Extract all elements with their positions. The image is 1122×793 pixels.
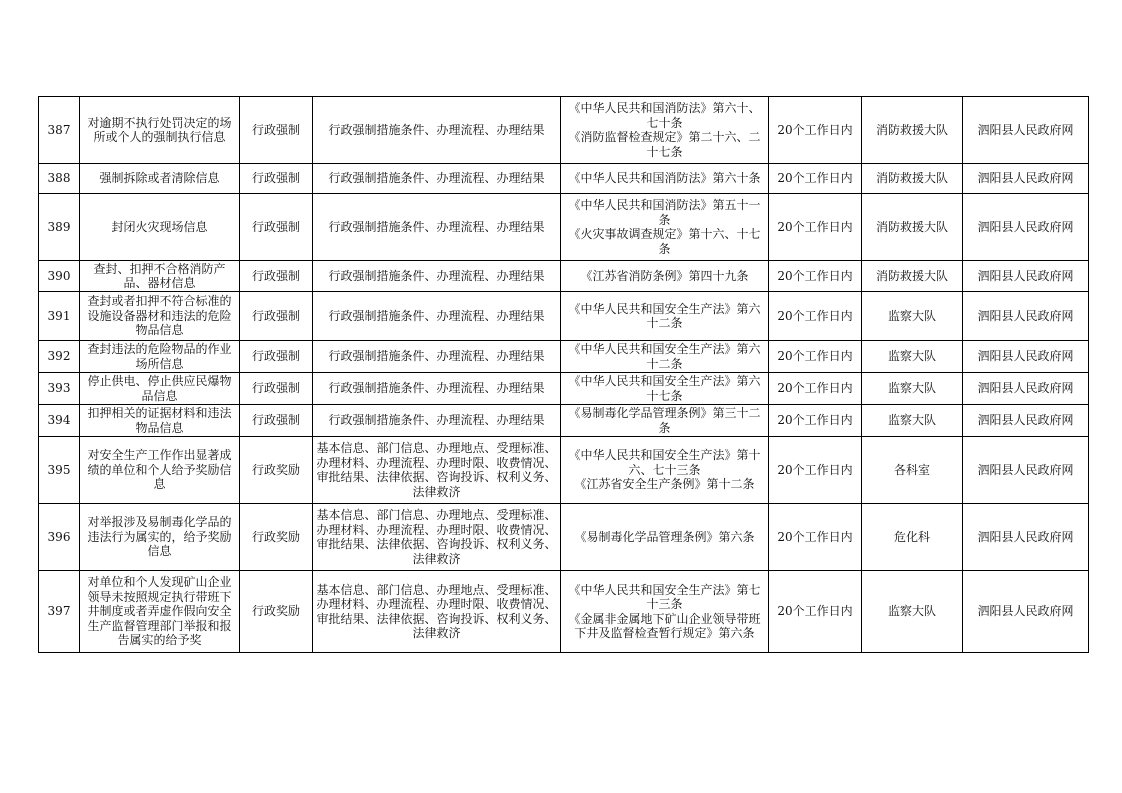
item-name: 查封违法的危险物品的作业场所信息: [80, 341, 240, 373]
time-limit: 20个工作日内: [769, 571, 862, 653]
publish-channel: 泗阳县人民政府网: [963, 373, 1089, 405]
responsible-unit: 各科室: [862, 437, 963, 504]
item-name: 对逾期不执行处罚决定的场所或个人的强制执行信息: [80, 97, 240, 164]
table-row: [39, 164, 1089, 194]
legal-basis-line: 《中华人民共和国消防法》第六十条: [568, 171, 761, 186]
responsible-unit: 监察大队: [862, 571, 963, 653]
publish-channel: 泗阳县人民政府网: [963, 571, 1089, 653]
responsible-unit: 消防救援大队: [862, 261, 963, 292]
responsible-unit: 消防救援大队: [862, 194, 963, 261]
item-category: 行政强制: [240, 292, 313, 341]
legal-basis: [561, 194, 769, 261]
table-row: [39, 194, 1089, 261]
table-row: [39, 292, 1089, 341]
item-name: 扣押相关的证据材料和违法物品信息: [80, 405, 240, 437]
disclosure-scope: [313, 292, 561, 341]
publish-channel: 泗阳县人民政府网: [963, 164, 1089, 194]
legal-basis-line: 《中华人民共和国消防法》第六十、七十条: [568, 101, 761, 130]
legal-basis-line: 《中华人民共和国安全生产法》第七十三条: [568, 582, 761, 611]
disclosure-scope: [313, 571, 561, 653]
item-category: 行政强制: [240, 194, 313, 261]
publish-channel: 泗阳县人民政府网: [963, 437, 1089, 504]
item-category: 行政强制: [240, 261, 313, 292]
row-number: 391: [39, 292, 80, 341]
item-category: 行政奖励: [240, 571, 313, 653]
legal-basis: [561, 97, 769, 164]
item-category: 行政强制: [240, 97, 313, 164]
disclosure-scope-line: 行政强制措施条件、办理流程、办理结果: [328, 268, 545, 283]
table-row: [39, 261, 1089, 292]
item-name: 对举报涉及易制毒化学品的违法行为属实的，给予奖励信息: [80, 504, 240, 571]
disclosure-scope-line: 行政强制措施条件、办理流程、办理结果: [328, 308, 545, 323]
responsible-unit: 消防救援大队: [862, 97, 963, 164]
disclosure-scope: [313, 405, 561, 437]
item-name: 查封、扣押不合格消防产品、器材信息: [80, 261, 240, 292]
disclosure-scope: [313, 437, 561, 504]
disclosure-scope-line: 行政强制措施条件、办理流程、办理结果: [328, 171, 545, 186]
time-limit: 20个工作日内: [769, 97, 862, 164]
time-limit: 20个工作日内: [769, 373, 862, 405]
disclosure-scope-line: 行政强制措施条件、办理流程、办理结果: [328, 413, 545, 428]
disclosure-table: [38, 96, 1089, 653]
table-row: [39, 504, 1089, 571]
row-number: 390: [39, 261, 80, 292]
legal-basis: [561, 571, 769, 653]
row-number: 387: [39, 97, 80, 164]
legal-basis-line: 《金属非金属地下矿山企业领导带班下井及监督检查暂行规定》第六条: [568, 611, 761, 640]
publish-channel: 泗阳县人民政府网: [963, 405, 1089, 437]
disclosure-scope: [313, 194, 561, 261]
responsible-unit: 监察大队: [862, 373, 963, 405]
table-row: [39, 405, 1089, 437]
legal-basis-line: 《中华人民共和国安全生产法》第六十二条: [568, 301, 761, 330]
disclosure-scope-line: 基本信息、部门信息、办理地点、受理标准、办理材料、办理流程、办理时限、收费情况、审批结果、法律依据、咨询投诉、权利义务、法律救济: [316, 508, 557, 566]
item-category: 行政强制: [240, 405, 313, 437]
row-number: 395: [39, 437, 80, 504]
time-limit: 20个工作日内: [769, 261, 862, 292]
row-number: 396: [39, 504, 80, 571]
time-limit: 20个工作日内: [769, 164, 862, 194]
legal-basis: [561, 292, 769, 341]
row-number: 389: [39, 194, 80, 261]
legal-basis-line: 《消防监督检查规定》第二十六、二十七条: [568, 130, 761, 159]
time-limit: 20个工作日内: [769, 194, 862, 261]
row-number: 388: [39, 164, 80, 194]
item-name: 停止供电、停止供应民爆物品信息: [80, 373, 240, 405]
row-number: 392: [39, 341, 80, 373]
row-number: 393: [39, 373, 80, 405]
publish-channel: 泗阳县人民政府网: [963, 194, 1089, 261]
disclosure-scope-line: 基本信息、部门信息、办理地点、受理标准、办理材料、办理流程、办理时限、收费情况、审批结果、法律依据、咨询投诉、权利义务、法律救济: [316, 582, 557, 640]
row-number: 394: [39, 405, 80, 437]
time-limit: 20个工作日内: [769, 341, 862, 373]
legal-basis-line: 《易制毒化学品管理条例》第六条: [574, 529, 755, 544]
legal-basis-line: 《中华人民共和国安全生产法》第六十七条: [568, 374, 761, 403]
disclosure-scope: [313, 504, 561, 571]
item-category: 行政强制: [240, 164, 313, 194]
table-row: [39, 373, 1089, 405]
legal-basis-line: 《江苏省安全生产条例》第十二条: [574, 477, 755, 492]
responsible-unit: 消防救援大队: [862, 164, 963, 194]
disclosure-scope-line: 行政强制措施条件、办理流程、办理结果: [328, 122, 545, 137]
time-limit: 20个工作日内: [769, 504, 862, 571]
publish-channel: 泗阳县人民政府网: [963, 261, 1089, 292]
legal-basis-line: 《江苏省消防条例》第四十九条: [580, 268, 749, 283]
time-limit: 20个工作日内: [769, 405, 862, 437]
item-category: 行政奖励: [240, 504, 313, 571]
legal-basis: [561, 261, 769, 292]
publish-channel: 泗阳县人民政府网: [963, 292, 1089, 341]
item-name: 封闭火灾现场信息: [80, 194, 240, 261]
item-name: 查封或者扣押不符合标准的设施设备器材和违法的危险物品信息: [80, 292, 240, 341]
publish-channel: 泗阳县人民政府网: [963, 504, 1089, 571]
disclosure-scope: [313, 97, 561, 164]
legal-basis-line: 《中华人民共和国安全生产法》第十六、七十三条: [568, 448, 761, 477]
item-name: 对安全生产工作作出显著成绩的单位和个人给予奖励信息: [80, 437, 240, 504]
legal-basis: [561, 405, 769, 437]
disclosure-scope-line: 行政强制措施条件、办理流程、办理结果: [328, 349, 545, 364]
responsible-unit: 监察大队: [862, 405, 963, 437]
legal-basis: [561, 504, 769, 571]
legal-basis: [561, 437, 769, 504]
row-number: 397: [39, 571, 80, 653]
table-body: [39, 97, 1089, 653]
responsible-unit: 监察大队: [862, 341, 963, 373]
table-row: [39, 571, 1089, 653]
legal-basis: [561, 373, 769, 405]
legal-basis-line: 《易制毒化学品管理条例》第三十二条: [568, 406, 761, 435]
item-name: 强制拆除或者清除信息: [80, 164, 240, 194]
table-row: [39, 437, 1089, 504]
responsible-unit: 监察大队: [862, 292, 963, 341]
item-name: 对单位和个人发现矿山企业领导未按照规定执行带班下井制度或者弄虚作假向安全生产监督管理部门举报和报告属实的给予奖: [80, 571, 240, 653]
disclosure-scope: [313, 341, 561, 373]
legal-basis-line: 《中华人民共和国安全生产法》第六十二条: [568, 342, 761, 371]
table-row: [39, 341, 1089, 373]
item-category: 行政奖励: [240, 437, 313, 504]
time-limit: 20个工作日内: [769, 437, 862, 504]
table-row: [39, 97, 1089, 164]
disclosure-scope: [313, 373, 561, 405]
publish-channel: 泗阳县人民政府网: [963, 341, 1089, 373]
legal-basis-line: 《火灾事故调查规定》第十六、十七条: [568, 227, 761, 256]
legal-basis: [561, 164, 769, 194]
item-category: 行政强制: [240, 341, 313, 373]
legal-basis-line: 《中华人民共和国消防法》第五十一条: [568, 198, 761, 227]
time-limit: 20个工作日内: [769, 292, 862, 341]
legal-basis: [561, 341, 769, 373]
item-category: 行政强制: [240, 373, 313, 405]
disclosure-scope: [313, 261, 561, 292]
disclosure-scope-line: 行政强制措施条件、办理流程、办理结果: [328, 219, 545, 234]
disclosure-scope-line: 行政强制措施条件、办理流程、办理结果: [328, 381, 545, 396]
publish-channel: 泗阳县人民政府网: [963, 97, 1089, 164]
disclosure-scope-line: 基本信息、部门信息、办理地点、受理标准、办理材料、办理流程、办理时限、收费情况、审批结果、法律依据、咨询投诉、权利义务、法律救济: [316, 441, 557, 499]
disclosure-scope: [313, 164, 561, 194]
responsible-unit: 危化科: [862, 504, 963, 571]
